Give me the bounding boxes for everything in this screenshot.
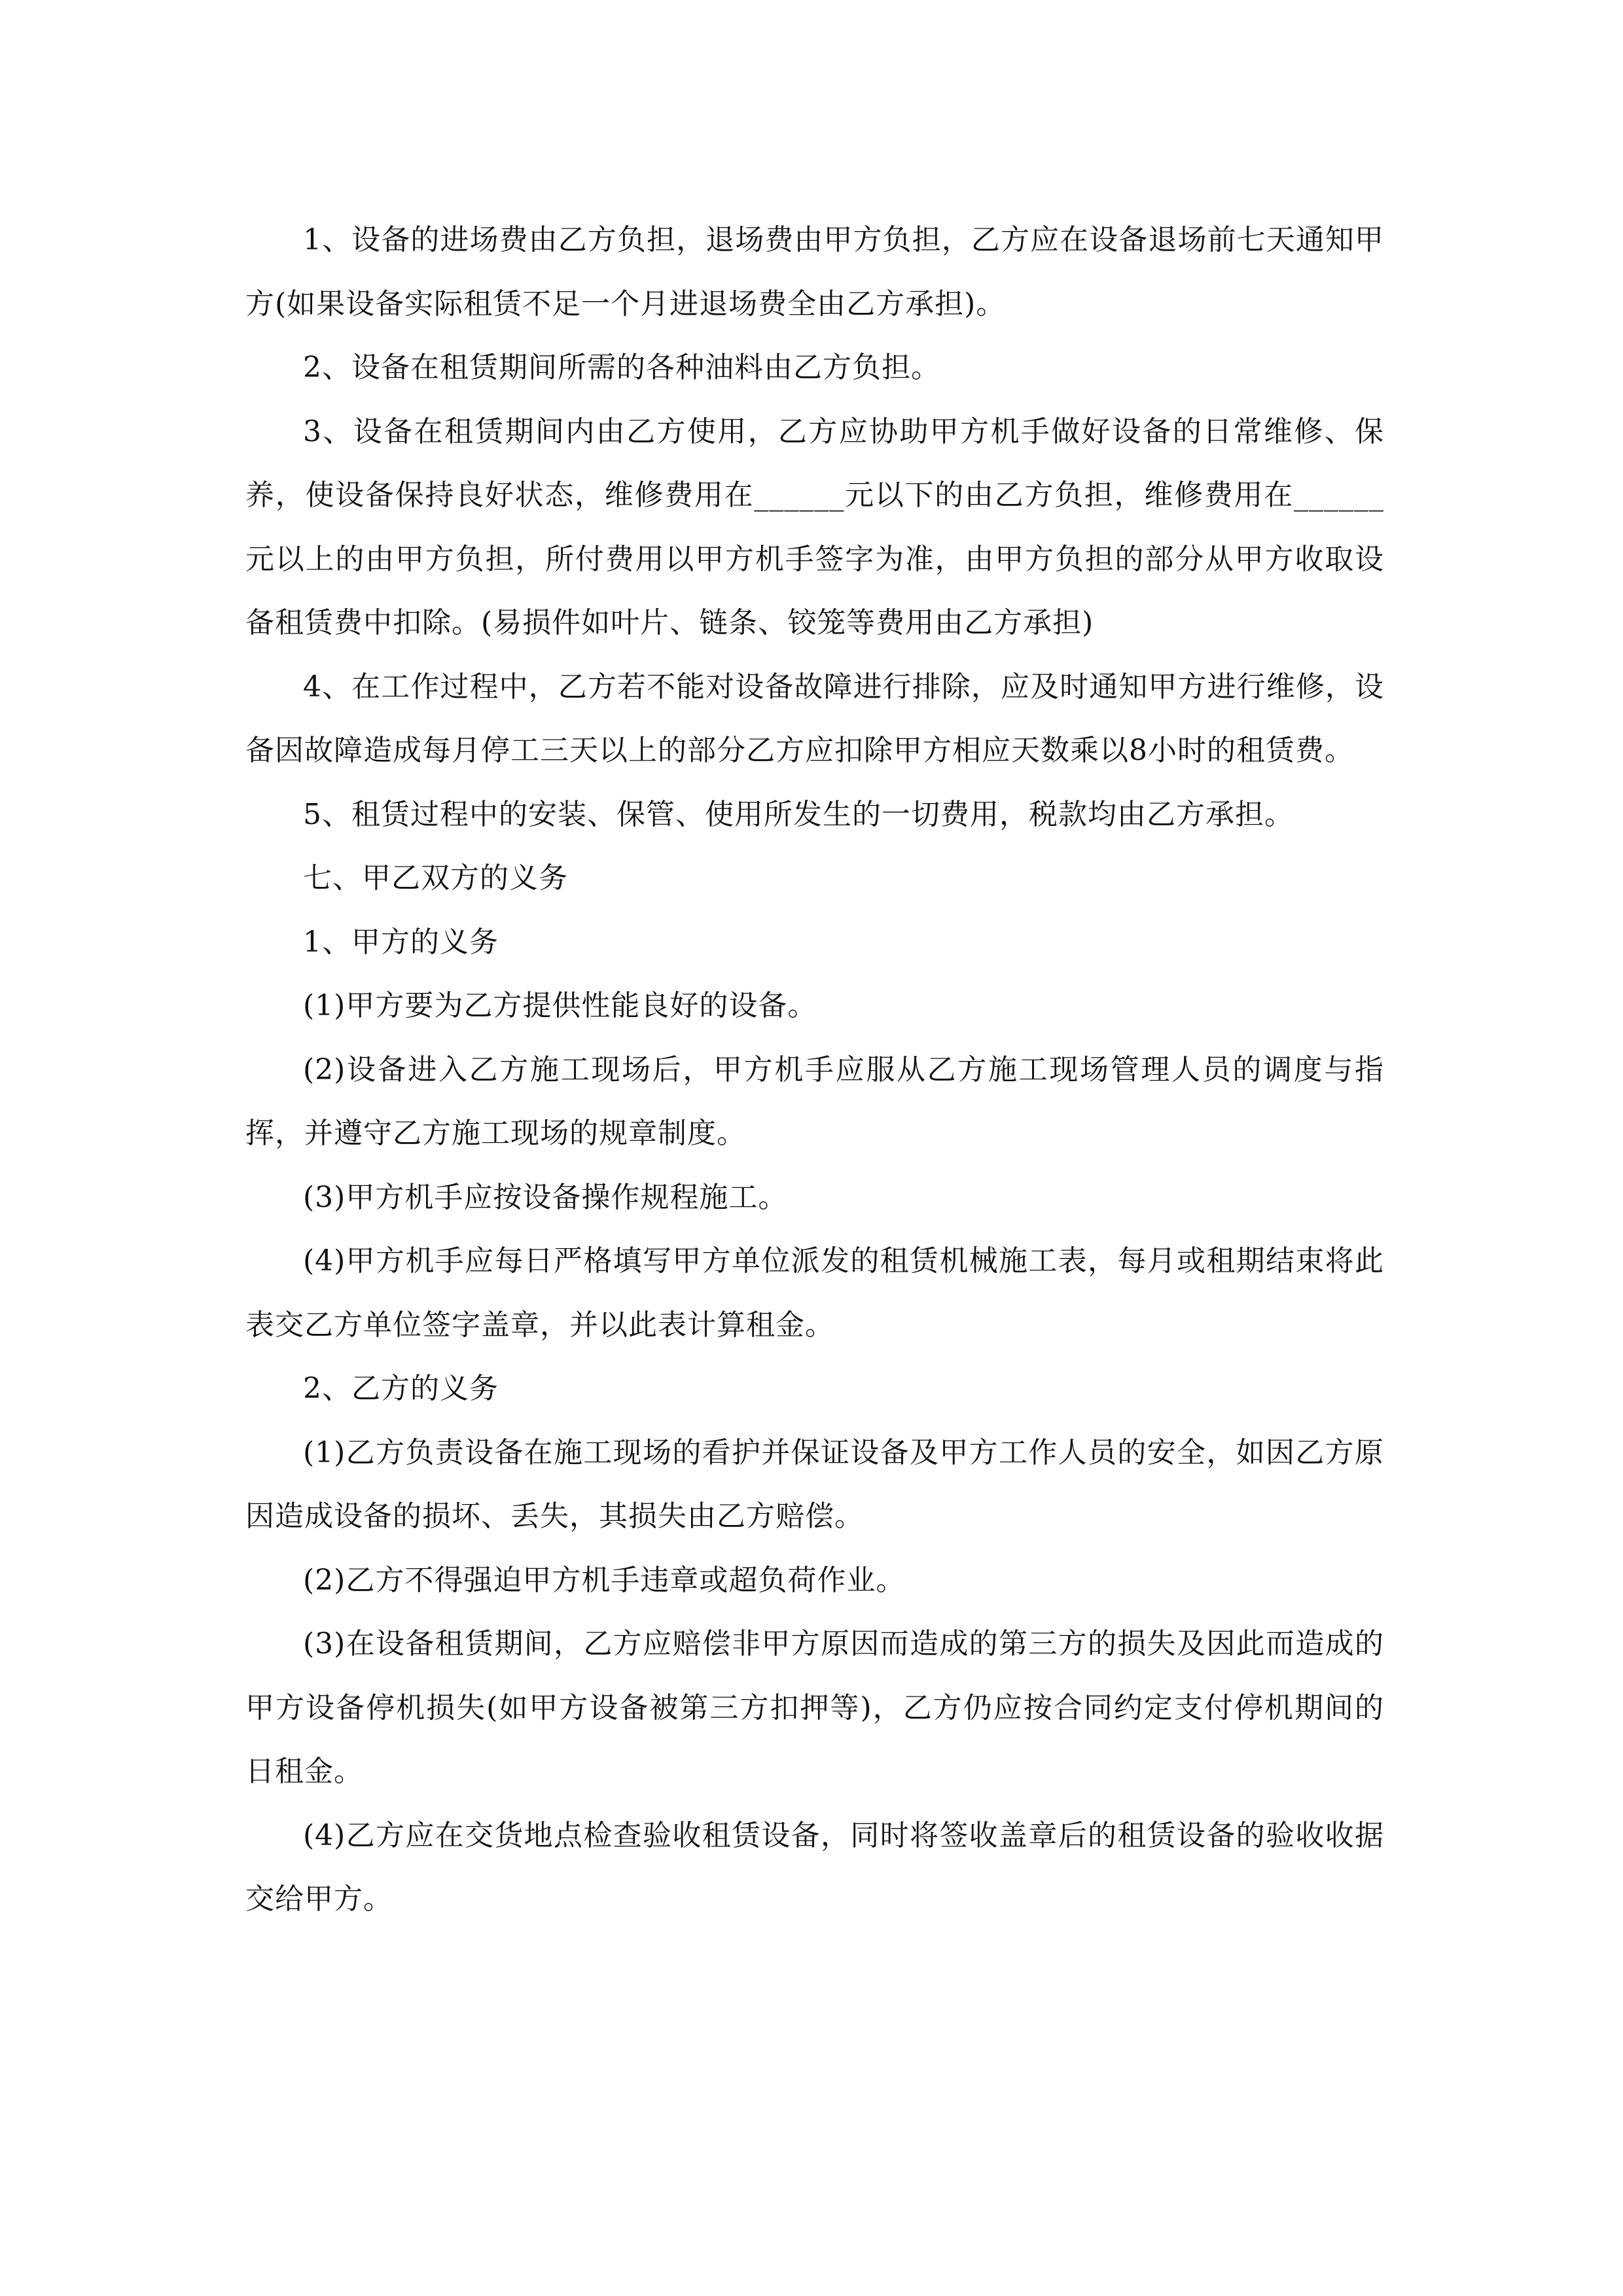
subheading-party-a-obligations: 1、甲方的义务 (303, 925, 499, 959)
party-a-item-4: (4)甲方机手应每日严格填写甲方单位派发的租赁机械施工表，每月或租期结束将此表交乙方单位签字盖章，并以此表计算租金。 (245, 1244, 1384, 1342)
clause-5-costs-taxes: 5、租赁过程中的安装、保管、使用所发生的一切费用，税款均由乙方承担。 (303, 797, 1294, 831)
clause-3-maintenance: 3、设备在租赁期间内由乙方使用，乙方应协助甲方机手做好设备的日常维修、保养，使设备保持良好状态，维修费用在______元以下的由乙方负担，维修费用在______元以上的由甲方负担，所付费用以甲方机手签字为准，由甲方负担的部分从甲方收取设备租赁费中扣除。(易损件如叶片、链条、铰笼等费用由乙方承担) (245, 414, 1384, 639)
party-b-item-4: (4)乙方应在交货地点检查验收租赁设备，同时将签收盖章后的租赁设备的验收收据交给甲方。 (245, 1818, 1384, 1916)
section-heading-obligations: 七、甲乙双方的义务 (303, 861, 568, 895)
document-page (245, 208, 1384, 1931)
party-a-item-2: (2)设备进入乙方施工现场后，甲方机手应服从乙方施工现场管理人员的调度与指挥，并遵守乙方施工现场的规章制度。 (245, 1052, 1384, 1150)
party-b-item-3: (3)在设备租赁期间，乙方应赔偿非甲方原因而造成的第三方的损失及因此而造成的甲方设备停机损失(如甲方设备被第三方扣押等)，乙方仍应按合同约定支付停机期间的日租金。 (245, 1627, 1384, 1788)
clause-2-fuel: 2、设备在租赁期间所需的各种油料由乙方负担。 (303, 351, 940, 384)
party-a-item-1: (1)甲方要为乙方提供性能良好的设备。 (303, 989, 817, 1022)
subheading-party-b-obligations: 2、乙方的义务 (303, 1372, 499, 1405)
clause-4-breakdown: 4、在工作过程中，乙方若不能对设备故障进行排除，应及时通知甲方进行维修，设备因故障造成每月停工三天以上的部分乙方应扣除甲方相应天数乘以8小时的租赁费。 (245, 670, 1384, 767)
party-b-item-2: (2)乙方不得强迫甲方机手违章或超负荷作业。 (303, 1563, 906, 1597)
party-a-item-3: (3)甲方机手应按设备操作规程施工。 (303, 1180, 788, 1214)
clause-1-entry-exit-fee: 1、设备的进场费由乙方负担，退场费由甲方负担，乙方应在设备退场前七天通知甲方(如果设备实际租赁不足一个月进退场费全由乙方承担)。 (245, 223, 1384, 321)
party-b-item-1: (1)乙方负责设备在施工现场的看护并保证设备及甲方工作人员的安全，如因乙方原因造成设备的损坏、丢失，其损失由乙方赔偿。 (245, 1435, 1384, 1533)
